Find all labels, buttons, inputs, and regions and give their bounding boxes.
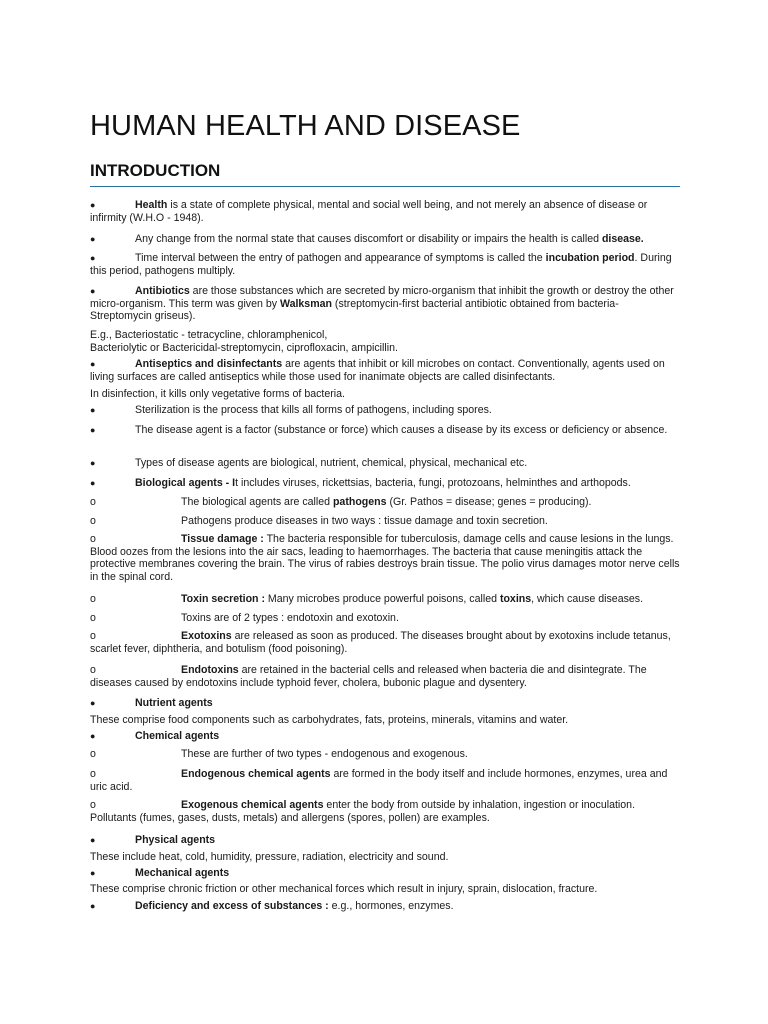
sub-bullet: o	[90, 768, 96, 780]
bullet: ●	[90, 234, 96, 244]
sub-bullet: o	[90, 496, 96, 508]
paragraph-sterilization: ● Sterilization is the process that kills all forms of pathogens, including spores.	[90, 404, 492, 416]
bullet: ●	[90, 200, 96, 210]
paragraph-health: ● Health is a state of complete physical, mental and social well being, and not merely an absence of disease or infirmity (W.H.O - 1948).	[90, 199, 648, 224]
sub-bullet: o	[90, 748, 96, 760]
bullet: ●	[90, 425, 96, 435]
bullet: ●	[90, 458, 96, 468]
paragraph-exotoxins: o Exotoxins are released as soon as produced. The diseases brought about by exotoxins include tetanus, scarlet fever, diphtheria, and botulism (food poisoning).	[90, 630, 671, 655]
bullet: ●	[90, 253, 96, 263]
paragraph-chemical-types: o These are further of two types - endogenous and exogenous.	[90, 748, 468, 760]
sub-bullet: o	[90, 630, 96, 642]
paragraph-antiseptics: ● Antiseptics and disinfectants are agents that inhibit or kill microbes on contact. Conventionally, agents used on living surfaces are called antiseptics while those used for inanimate objects are called disinfectants.	[90, 358, 665, 383]
heading-mechanical-agents: ● Mechanical agents	[90, 867, 230, 879]
heading-chemical-agents: ● Chemical agents	[90, 730, 220, 742]
paragraph-toxin-types: o Toxins are of 2 types : endotoxin and exotoxin.	[90, 612, 399, 624]
paragraph-mechanical: These comprise chronic friction or other mechanical forces which result in injury, sprain, dislocation, fracture.	[90, 883, 598, 895]
paragraph-examples: E.g., Bacteriostatic - tetracycline, chloramphenicol, Bacteriolytic or Bactericidal-streptomycin, ciprofloxacin, ampicillin.	[90, 329, 398, 354]
page-title: HUMAN HEALTH AND DISEASE	[90, 110, 521, 142]
paragraph-nutrient: These comprise food components such as carbohydrates, fats, proteins, minerals, vitamins and water.	[90, 714, 569, 726]
paragraph-two-ways: o Pathogens produce diseases in two ways : tissue damage and toxin secretion.	[90, 515, 548, 527]
bullet: ●	[90, 698, 96, 708]
sub-bullet: o	[90, 533, 96, 545]
paragraph-antibiotics: ● Antibiotics are those substances which are secreted by micro-organism that inhibit the growth or destroy the other micro-organism. This term was given by Walksman (streptomycin-first bacterial antibiotic obtained from bacteria-Streptomycin griseus).	[90, 285, 674, 323]
paragraph-tissue-damage: o Tissue damage : The bacteria responsible for tuberculosis, damage cells and cause lesions in the lungs. Blood oozes from the lesions into the air sacs, leading to haemorrhages. The bacteria that cause meningitis attack the protective membranes covering the brain. The virus of rabies destroys brain tissue. The polio virus damages motor nerve cells in the spinal cord.	[90, 533, 680, 583]
bullet: ●	[90, 731, 96, 741]
sub-bullet: o	[90, 664, 96, 676]
bullet: ●	[90, 286, 96, 296]
bullet: ●	[90, 478, 96, 488]
paragraph-toxin-secretion: o Toxin secretion : Many microbes produce powerful poisons, called toxins, which cause diseases.	[90, 593, 644, 605]
paragraph-physical: These include heat, cold, humidity, pressure, radiation, electricity and sound.	[90, 851, 449, 863]
bullet: ●	[90, 901, 96, 911]
paragraph-deficiency: ● Deficiency and excess of substances : e.g., hormones, enzymes.	[90, 900, 454, 912]
paragraph-agent-types: ● Types of disease agents are biological, nutrient, chemical, physical, mechanical etc.	[90, 457, 528, 469]
paragraph-exogenous: o Exogenous chemical agents enter the body from outside by inhalation, ingestion or inoculation. Pollutants (fumes, gases, dusts, metals) and allergens (spores, pollen) are examples.	[90, 799, 636, 824]
sub-bullet: o	[90, 515, 96, 527]
paragraph-biological: ● Biological agents - It includes viruses, rickettsias, bacteria, fungi, protozoans, helminthes and arthopods.	[90, 477, 631, 489]
section-heading: INTRODUCTION	[90, 161, 221, 180]
sub-bullet: o	[90, 799, 96, 811]
sub-bullet: o	[90, 593, 96, 605]
paragraph-disease-agent: ● The disease agent is a factor (substance or force) which causes a disease by its excess or deficiency or absence.	[90, 424, 668, 436]
sub-bullet: o	[90, 612, 96, 624]
paragraph-incubation: ● Time interval between the entry of pathogen and appearance of symptoms is called the incubation period. During this period, pathogens multiply.	[90, 252, 672, 277]
paragraph-pathogens: o The biological agents are called pathogens (Gr. Pathos = disease; genes = producing).	[90, 496, 592, 508]
bullet: ●	[90, 359, 96, 369]
paragraph-disinfection: In disinfection, it kills only vegetative forms of bacteria.	[90, 388, 345, 400]
heading-nutrient-agents: ● Nutrient agents	[90, 697, 213, 709]
paragraph-endotoxins: o Endotoxins are retained in the bacterial cells and released when bacteria die and disintegrate. The diseases caused by endotoxins include typhoid fever, cholera, bubonic plague and dysentery.	[90, 664, 647, 689]
heading-physical-agents: ● Physical agents	[90, 834, 216, 846]
section-divider	[90, 186, 680, 187]
paragraph-endogenous: o Endogenous chemical agents are formed in the body itself and include hormones, enzymes, urea and uric acid.	[90, 768, 668, 793]
bullet: ●	[90, 868, 96, 878]
bullet: ●	[90, 835, 96, 845]
paragraph-disease: ● Any change from the normal state that causes discomfort or disability or impairs the health is called disease.	[90, 233, 644, 245]
bullet: ●	[90, 405, 96, 415]
